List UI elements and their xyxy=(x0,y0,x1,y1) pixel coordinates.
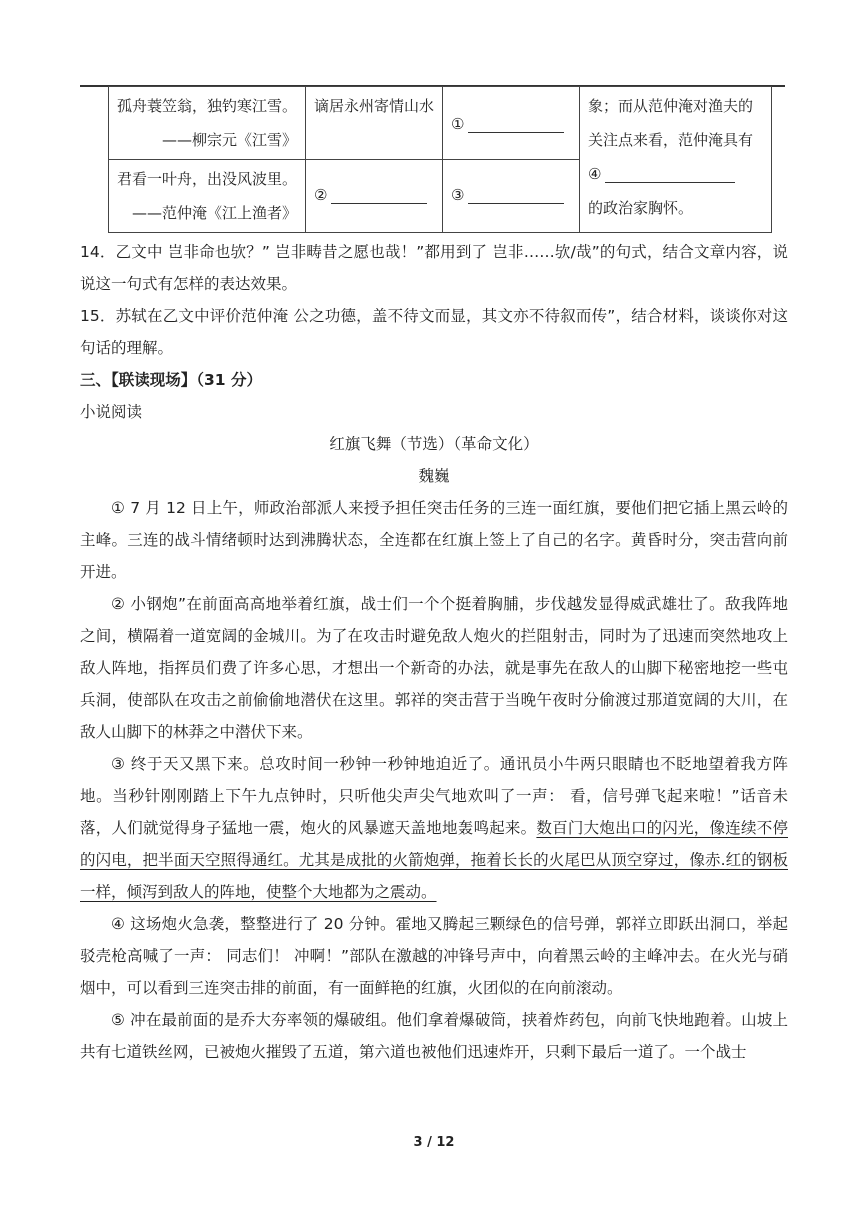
blank-number: ② xyxy=(314,186,328,204)
page-number: 3 / 12 xyxy=(413,1135,455,1150)
answer-blank[interactable] xyxy=(331,187,427,204)
answer-blank[interactable] xyxy=(605,166,735,183)
context-text: 谪居永州寄情山水 xyxy=(314,97,435,115)
poem-line: 君看一叶舟，出没风波里。 xyxy=(117,170,298,188)
underlined-passage: 数百门大炮出口的闪光，像连续不停的闪电，把半面天空照得通红。尤其是成批的火箭炮弹，拖着长长的火尾巴从顶空穿过，像赤.红的钢板一样，倾泻到敌人的阵地，使整个大地都为之震动。 xyxy=(80,819,788,901)
story-paragraph-4: ④ 这场炮火急袭，整整进行了 20 分钟。霍地又腾起三颗绿色的信号弹，郭祥立即跃出洞口，举起驳壳枪高喊了一声： 同志们！ 冲啊！”部队在激越的冲锋号声中，向着黑云岭的主峰冲去。在火光与硝烟中，可以看到三连突击排的前面，有一面鲜艳的红旗，火团似的在向前滚动。 xyxy=(80,915,788,997)
story-paragraph-1: ① 7 月 12 日上午，师政治部派人来授予担任突击任务的三连一面红旗，要他们把它插上黑云岭的主峰。三连的战斗情绪顿时达到沸腾状态，全连都在红旗上签上了自己的名字。黄昏时分，突击营向前开进。 xyxy=(80,499,788,581)
context-cell xyxy=(306,87,443,160)
analysis-cell xyxy=(580,87,772,233)
main-content xyxy=(80,236,788,1068)
question-15: 15．苏轼在乙文中评价范仲淹 公之功德，盖不待文而显，其文亦不待叙而传”，结合材料，谈谈你对这句话的理解。 xyxy=(80,307,788,357)
blank-number: ① xyxy=(451,115,465,133)
section-heading: 三、【联读现场】（31 分） xyxy=(80,371,262,389)
analysis-text: 关注点来看，范仲淹具有 xyxy=(588,131,754,149)
poem-line: 孤舟蓑笠翁，独钓寒江雪。 xyxy=(117,97,298,115)
story-paragraph-5: ⑤ 冲在最前面的是乔大夯率领的爆破组。他们拿着爆破筒，挟着炸药包，向前飞快地跑着。山坡上共有七道铁丝网，已被炮火摧毁了五道，第六道也被他们迅速炸开，只剩下最后一道了。一个战士 xyxy=(80,1011,788,1061)
answer-blank[interactable] xyxy=(468,116,564,133)
story-author: 魏巍 xyxy=(418,467,450,485)
poem-cell-jiangxue xyxy=(109,87,306,160)
story-title: 红旗飞舞（节选）（革命文化） xyxy=(329,435,539,453)
story-paragraph-3 xyxy=(80,748,788,908)
section-subheading: 小说阅读 xyxy=(80,403,143,421)
answer-blank[interactable] xyxy=(468,187,564,204)
question-14: 14．乙文中 岂非命也欤？” 岂非畴昔之愿也哉！”都用到了 岂非……欤/哉”的句式，结合文章内容，说说这一句式有怎样的表达效果。 xyxy=(80,243,788,293)
answer-cell-1 xyxy=(443,87,580,160)
poem-comparison-table xyxy=(108,86,772,233)
story-paragraph-2: ② 小钢炮”在前面高高地举着红旗，战士们一个个挺着胸脯，步伐越发显得威武雄壮了。敌我阵地之间，横隔着一道宽阔的金城川。为了在攻击时避免敌人炮火的拦阻射击，同时为了迅速而突然地攻上敌人阵地，指挥员们费了许多心思，才想出一个新奇的办法，就是事先在敌人的山脚下秘密地挖一些屯兵洞，使部队在攻击之前偷偷地潜伏在这里。郭祥的突击营于当晚午夜时分偷渡过那道宽阔的大川，在敌人山脚下的林莽之中潜伏下来。 xyxy=(80,595,788,741)
poem-source: ——范仲淹《江上渔者》 xyxy=(132,204,298,222)
blank-number: ③ xyxy=(451,186,465,204)
analysis-text: 的政治家胸怀。 xyxy=(588,199,694,217)
answer-cell-2 xyxy=(306,160,443,233)
answer-cell-3 xyxy=(443,160,580,233)
poem-source: ——柳宗元《江雪》 xyxy=(162,131,298,149)
table-row xyxy=(109,87,772,160)
poem-cell-jiangshang xyxy=(109,160,306,233)
analysis-text: 象；而从范仲淹对渔夫的 xyxy=(588,97,754,115)
blank-number: ④ xyxy=(588,165,602,183)
paragraph-text: ③ 终于天又黑下来。总攻时间一秒钟一秒钟地迫近了。通讯员小牛两只眼睛也不眨地望着我方阵地。当秒针刚刚踏上下午九点钟时，只听他尖声尖气地欢叫了一声： 看，信号弹飞起来啦！”话音未落，人们就觉得身子猛地一震，炮火的风暴遮天盖地地轰鸣起来。 xyxy=(80,755,788,837)
